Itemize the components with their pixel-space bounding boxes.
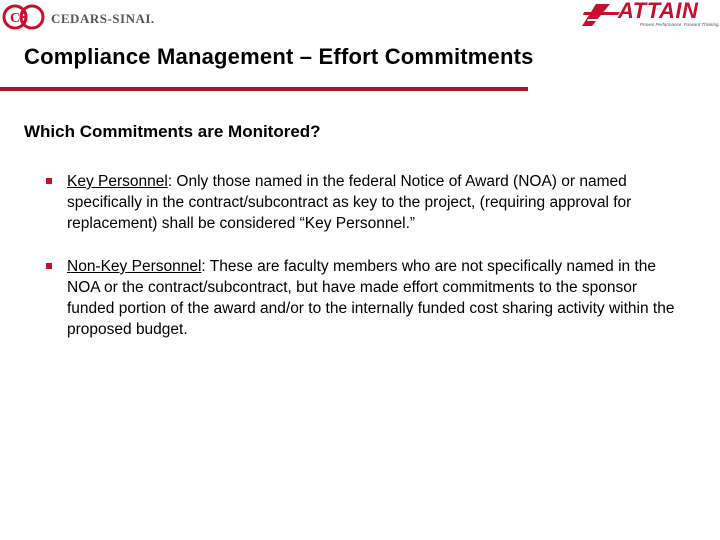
bullet-term: Non-Key Personnel: [67, 258, 202, 275]
bullet-list: [46, 171, 686, 362]
attain-wordmark: ATTAIN: [618, 0, 699, 23]
attain-swoosh-icon: [580, 2, 622, 28]
attain-logo: [580, 0, 720, 34]
page-title: Compliance Management – Effort Commitments: [24, 44, 534, 69]
cedars-sinai-mark-icon: [2, 4, 48, 30]
cedars-sinai-logo: [2, 4, 155, 30]
bullet-text: : These are faculty members who are not specifically named in the NOA or the contract/subcontract, but have made effort commitments to the sponsor funded portion of the award and/or to the internally funded cost sharing activity within the proposed budget.: [67, 258, 675, 338]
cedars-sinai-wordmark: CEDARS-SINAI.: [51, 10, 155, 26]
bullet-term: Key Personnel: [67, 173, 168, 190]
bullet-item-key-personnel: [46, 171, 686, 234]
bullet-text: : Only those named in the federal Notice of Award (NOA) or named specifically in the contract/subcontract as key to the project, (requiring approval for replacement) shall be considered “Key Personnel.”: [67, 173, 632, 232]
attain-tagline: Proven Performance. Forward Thinking.: [640, 22, 720, 27]
svg-text:CS: CS: [10, 11, 28, 26]
square-bullet-icon: [46, 263, 52, 269]
title-divider: [0, 87, 528, 91]
square-bullet-icon: [46, 178, 52, 184]
bullet-item-non-key-personnel: [46, 256, 686, 340]
section-heading: Which Commitments are Monitored?: [24, 122, 321, 141]
